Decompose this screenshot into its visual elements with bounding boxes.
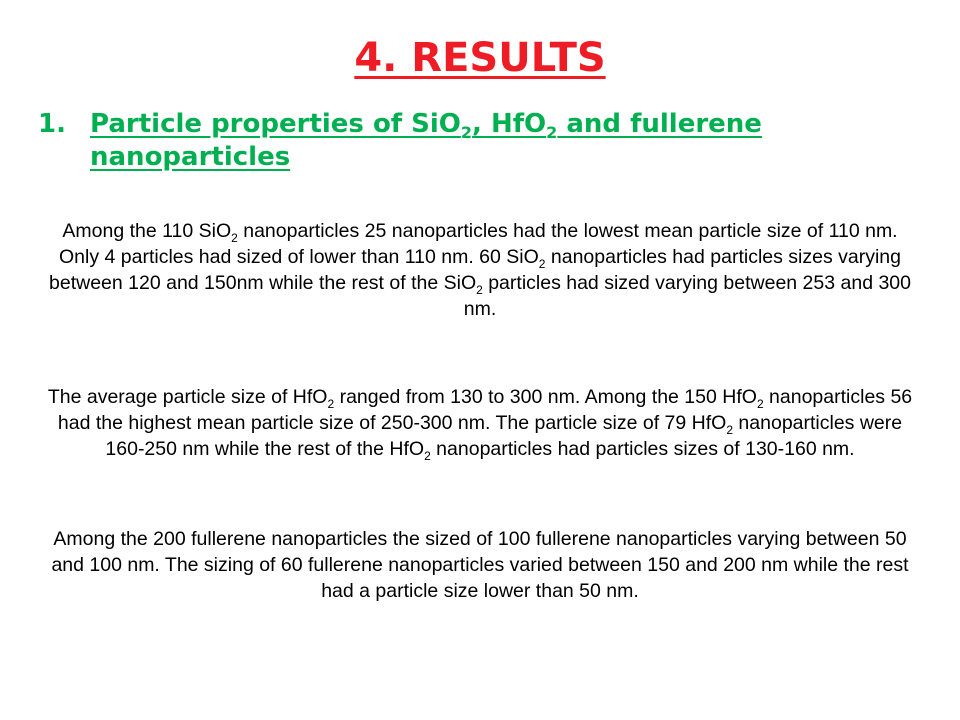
- paragraph-hfo2: The average particle size of HfO$_2$ ranged from 130 to 300 nm. Among the 150 HfO$_2$ nanoparticles 56 had the highest mean particle size of 250-300 nm. The particle size of 79 HfO$_2$ nanoparticles were 160-250 nm while the rest of the HfO$_2$ nanoparticles had particles sizes of 130-160 nm.: [47, 386, 913, 463]
- section-heading: Particle properties of SiO$_2$, HfO$_2$ and fullerene nanoparticles: [90, 109, 762, 172]
- paragraph-sio2: Among the 110 SiO$_2$ nanoparticles 25 nanoparticles had the lowest mean particle size of 110 nm. Only 4 particles had sized of lower than 110 nm. 60 SiO$_2$ nanoparticles had particles sizes varying between 120 and 150nm while the rest of the SiO$_2$ particles had sized varying between 253 and 300 nm.: [49, 220, 911, 320]
- slide-title: 4. RESULTS: [354, 35, 606, 81]
- paragraph-fullerene: Among the 200 fullerene nanoparticles the sized of 100 fullerene nanoparticles varying between 50 and 100 nm. The sizing of 60 fullerene nanoparticles varied between 150 and 200 nm while the rest had a particle size lower than 50 nm.: [51, 528, 909, 602]
- section-number: 1.: [38, 109, 66, 139]
- section-heading-block: [38, 108, 918, 174]
